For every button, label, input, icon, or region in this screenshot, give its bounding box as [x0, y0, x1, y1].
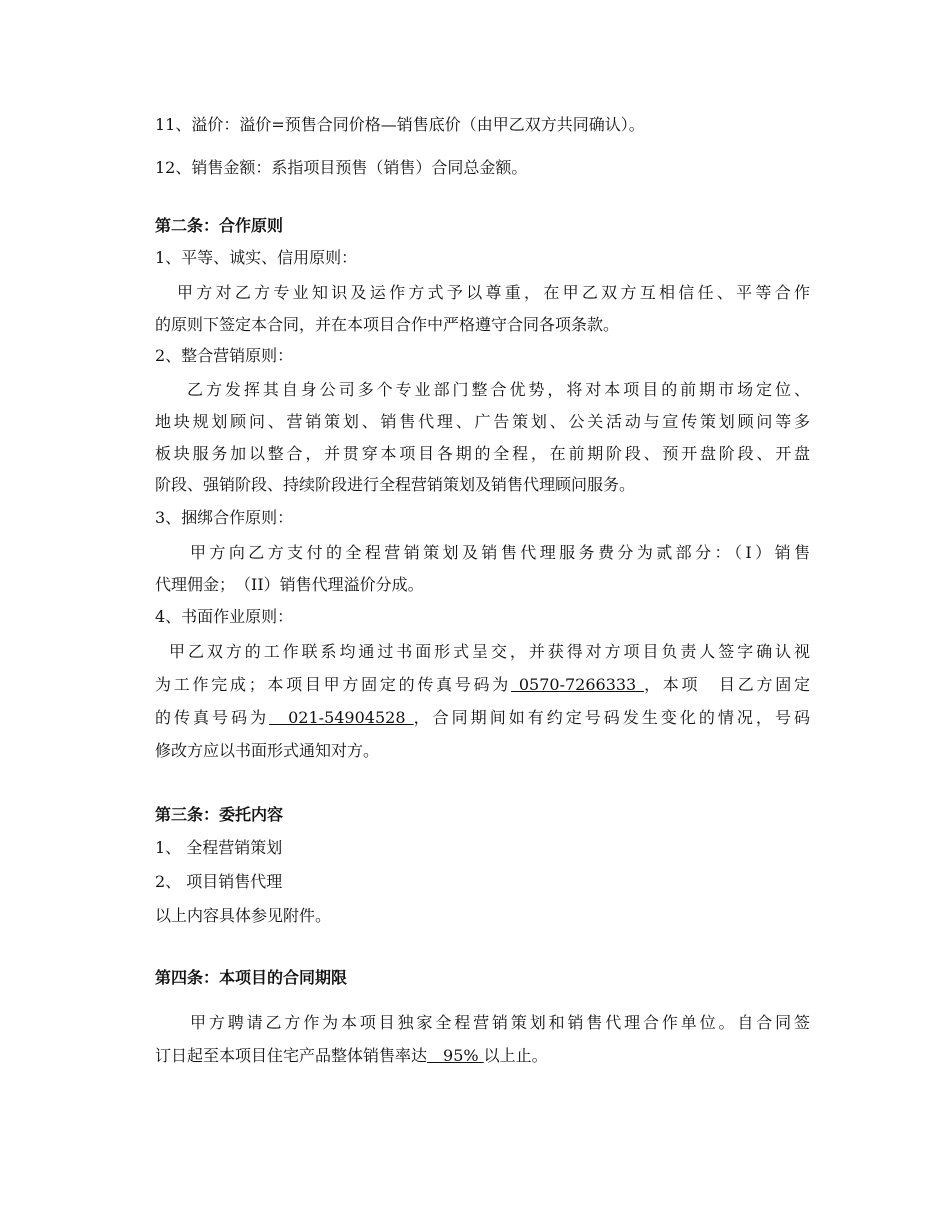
article2-p1-line2: 的原则下签定本合同，并在本项目合作中严格遵守合同各项条款。: [155, 315, 620, 334]
article2-p4-line4: 修改方应以书面形式通知对方。: [155, 741, 380, 760]
article2-p4-line1: 甲乙双方的工作联系均通过书面形式呈交，并获得对方项目负责人签字确认视: [169, 642, 810, 661]
article2-p3-line1: 甲方向乙方支付的全程营销策划及销售代理服务费分为贰部分：（I）销售: [190, 543, 810, 562]
article4-line1: 甲方聘请乙方作为本项目独家全程营销策划和销售代理合作单位。自合同签: [190, 1013, 810, 1032]
definition-item-11: 11、溢价：溢价=预售合同价格—销售底价（由甲乙双方共同确认）。: [155, 115, 645, 134]
article3-item-2: 2、 项目销售代理: [155, 872, 283, 891]
article4-line2-text-a: 订日起至本项目住宅产品整体销售率达: [155, 1046, 428, 1065]
article2-p1-line1: 甲方对乙方专业知识及运作方式予以尊重，在甲乙双方互相信任、平等合作: [177, 283, 810, 302]
article2-p4-line2-text-b: ，本项 目乙方固定: [644, 675, 810, 694]
party-a-fax-number: 0570-7266333: [511, 675, 645, 694]
article2-p4-line2: [155, 674, 810, 696]
party-b-fax-number: 021-54904528: [269, 708, 414, 727]
definition-item-12: 12、销售金额：系指项目预售（销售）合同总金额。: [155, 158, 528, 177]
article2-p2-line1: 乙方发挥其自身公司多个专业部门整合优势，将对本项目的前期市场定位、: [187, 380, 810, 399]
article2-p2-title: 2、整合营销原则：: [155, 346, 294, 365]
article2-heading: 第二条：合作原则: [155, 216, 284, 235]
article2-p2-line4: 阶段、强销阶段、持续阶段进行全程营销策划及销售代理顾问服务。: [155, 475, 636, 494]
article2-p3-line2: 代理佣金； （II）销售代理溢价分成。: [155, 575, 424, 594]
article4-line2: [155, 1045, 548, 1067]
article2-p4-line3-text-a: 的传真号码为: [155, 708, 270, 727]
article2-p4-line3: [155, 707, 810, 729]
article2-p2-line2: 地块规划顾问、营销策划、销售代理、广告策划、公关活动与宣传策划顾问等多: [155, 412, 810, 431]
article4-line2-text-b: 以上止。: [483, 1046, 548, 1065]
article2-p3-title: 3、捆绑合作原则：: [155, 508, 294, 527]
article3-heading: 第三条：委托内容: [155, 805, 284, 824]
article3-item-1: 1、 全程营销策划: [155, 838, 283, 857]
article2-p2-line3: 板块服务加以整合，并贯穿本项目各期的全程，在前期阶段、预开盘阶段、开盘: [155, 444, 810, 463]
article4-heading: 第四条：本项目的合同期限: [155, 968, 348, 987]
article2-p4-title: 4、书面作业原则：: [155, 607, 294, 626]
article2-p4-line3-text-b: ，合同期间如有约定号码发生变化的情况，号码: [413, 708, 810, 727]
sales-rate-value: 95%: [427, 1046, 484, 1065]
article2-p4-line2-text-a: 为工作完成；本项目甲方固定的传真号码为: [155, 675, 512, 694]
article2-p1-title: 1、平等、诚实、信用原则：: [155, 248, 358, 267]
article3-note: 以上内容具体参见附件。: [155, 906, 332, 925]
